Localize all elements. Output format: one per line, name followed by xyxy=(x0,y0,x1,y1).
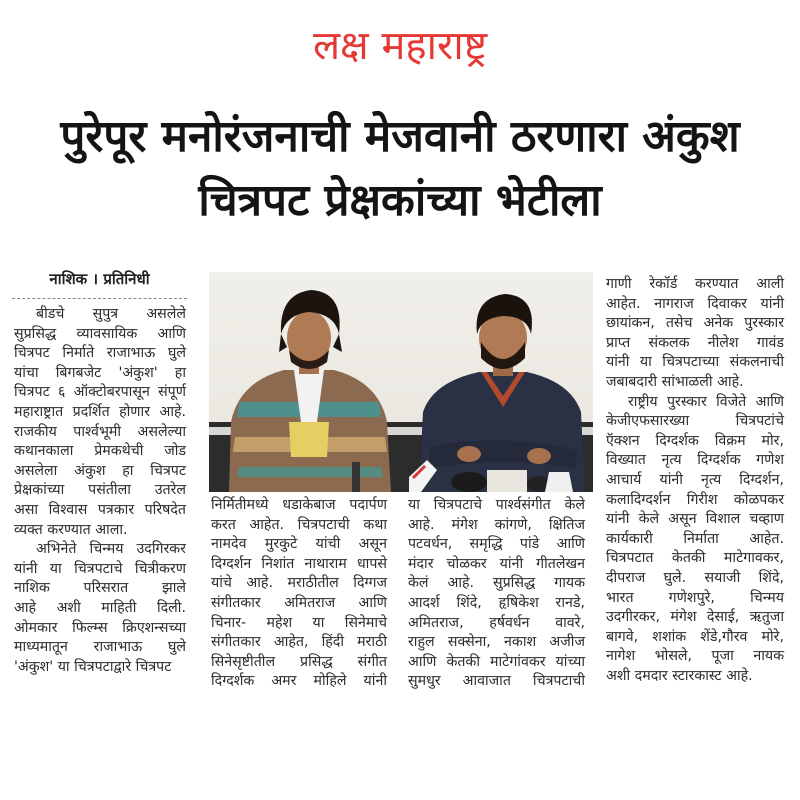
article-text-line: माध्यमातून राजाभाऊ घुले xyxy=(14,639,186,656)
article-text-line: या चित्रपटाचे पार्श्वसंगीत केले xyxy=(408,497,585,513)
headline-line-2: चित्रपट प्रेक्षकांच्या भेटीला xyxy=(198,175,602,226)
article-text-line: बीडचे सुपुत्र असलेले xyxy=(36,306,186,322)
article-text-line: नामदेव मुरकुटे यांची असून xyxy=(211,536,387,553)
article-column-4 xyxy=(606,275,784,686)
headline xyxy=(0,105,800,233)
article-column-2 xyxy=(211,496,387,692)
article-text-line: संगीतकार आहेत, हिंदी मराठी xyxy=(211,634,387,651)
article-text-line: विख्यात नृत्य दिग्दर्शक गणेश xyxy=(606,452,784,469)
article-text-line: दीपराज घुले. सयाजी शिंदे, xyxy=(606,569,784,586)
article-text-line: सिनेसृष्टीतील प्रसिद्ध संगीत xyxy=(211,653,387,670)
article-text-line: यांचे आहे. मराठीतील दिग्गज xyxy=(211,575,387,592)
dateline-divider xyxy=(12,298,187,299)
article-text-line: ऍक्शन दिग्दर्शक विक्रम मोर, xyxy=(606,432,784,449)
article-text-line: असलेला अंकुश हा चित्रपट xyxy=(14,462,186,479)
article-text-line: चिनार- महेश या सिनेमाचे xyxy=(211,614,387,631)
person-right-figure xyxy=(409,272,593,492)
article-text-line: 'अंकुश' या चित्रपटाद्वारे चित्रपट xyxy=(14,658,172,675)
article-text-line: ओमकार फिल्म्स क्रिएशन्सच्या xyxy=(14,619,186,636)
article-text-line: छायांकन, तसेच अनेक पुरस्कार xyxy=(606,315,784,332)
article-text-line: यांनी या चित्रपटाचे चित्रीकरण xyxy=(14,560,186,577)
article-text-line: कथानकाला प्रेमकथेची जोड xyxy=(14,443,186,460)
article-text-line: महाराष्ट्रात प्रदर्शित होणार आहे. xyxy=(14,403,186,420)
press-conference-photo xyxy=(209,272,593,492)
article-text-line: यांचा बिगबजेट 'अंकुश' हा xyxy=(14,364,186,381)
article-text-line: राष्ट्रीय पुरस्कार विजेते आणि xyxy=(628,393,784,410)
article-column-1 xyxy=(14,305,186,677)
dateline: नाशिक । प्रतिनिधी xyxy=(49,270,150,288)
article-text-line: पटवर्धन, समृद्धि पांडे आणि xyxy=(408,536,585,553)
article-text-line: गाणी रेकॉर्ड करण्यात आली xyxy=(606,276,784,292)
article-text-line: अशी दमदार स्टारकास्ट आहे. xyxy=(606,667,753,684)
article-column-3 xyxy=(408,496,585,692)
person-left-figure xyxy=(209,272,409,492)
article-text-line: सुप्रसिद्ध व्यावसायिक आणि xyxy=(14,325,186,342)
masthead-title: लक्ष महाराष्ट्र xyxy=(312,23,488,69)
article-text-line: व्यक्त करण्यात आला. xyxy=(14,521,128,538)
article-text-line: कलादिग्दर्शन गिरीश कोळपकर xyxy=(606,491,784,508)
article-text-line: आणि केतकी माटेगांवकर यांच्या xyxy=(408,653,585,670)
article-text-line: बागवे, शशांक शेंडे,गौरव मोरे, xyxy=(606,628,784,645)
headline-line-1: पुरेपूर मनोरंजनाची मेजवानी ठरणारा अंकुश xyxy=(60,111,740,162)
article-text-line: मंदार चोळकर यांनी गीतलेखन xyxy=(408,555,585,572)
article-text-line: आहे. मंगेश कांगणे, क्षितिज xyxy=(408,516,585,533)
article-text-line: भारत गणेशपुरे, चिन्मय xyxy=(606,589,784,606)
article-text-line: आहेत. नागराज दिवाकर यांनी xyxy=(606,295,784,312)
article-text-line: सुमधुर आवाजात चित्रपटाची xyxy=(408,673,585,690)
article-text-line: उदगीरकर, मंगेश देसाई, ऋतुजा xyxy=(606,609,784,626)
article-text-line: दिग्दर्शन निशांत नाथाराम धापसे xyxy=(211,555,387,572)
article-text-line: नागेश भोसले, पूजा नायक xyxy=(606,648,784,665)
article-text-line: चित्रपटात केतकी माटेगावकर, xyxy=(606,550,784,567)
article-text-line: आदर्श शिंदे, हृषिकेश रानडे, xyxy=(408,594,585,611)
article-text-line: आचार्य यांनी नृत्य दिग्दर्शन, xyxy=(606,471,784,488)
article-text-line: आहे अशी माहिती दिली. xyxy=(14,599,186,616)
article-text-line: जबाबदारी सांभाळली आहे. xyxy=(606,373,744,390)
article-text-line: अभिनेते चिन्मय उदगिरकर xyxy=(36,541,186,558)
article-text-line: केजीएफसारख्या चित्रपटांचे xyxy=(606,413,784,430)
article-text-line: निर्मितीमध्ये धडाकेबाज पदार्पण xyxy=(211,497,387,513)
article-text-line: राजकीय पार्श्वभूमी असलेल्या xyxy=(14,423,186,440)
article-text-line: असा विश्वास पत्रकार परिषदेत xyxy=(14,501,186,518)
article-text-line: चित्रपट ६ ऑक्टोबरपासून संपूर्ण xyxy=(14,384,186,401)
article-text-line: प्राप्त संकलक नीलेश गावंड xyxy=(606,334,784,351)
article-text-line: राहुल सक्सेना, नकाश अजीज xyxy=(408,634,585,651)
article-text-line: अमितराज, हर्षवर्धन वावरे, xyxy=(408,614,585,631)
article-text-line: कार्यकारी निर्माता आहेत. xyxy=(606,530,784,547)
article-text-line: प्रेक्षकांच्या पसंतीला उतरेल xyxy=(14,482,186,499)
article-text-line: केलं आहे. सुप्रसिद्ध गायक xyxy=(408,575,585,592)
article-text-line: यांनी या चित्रपटाच्या संकलनाची xyxy=(606,354,784,371)
article-text-line: चित्रपट निर्माते राजाभाऊ घुले xyxy=(14,345,186,362)
article-text-line: नाशिक परिसरात झाले xyxy=(14,580,186,597)
article-text-line: संगीतकार अमितराज आणि xyxy=(211,594,387,611)
article-text-line: दिग्दर्शक अमर मोहिले यांनी xyxy=(211,673,387,690)
article-text-line: यांनी केले असून विशाल चव्हाण xyxy=(606,511,784,528)
article-text-line: करत आहेत. चित्रपटाची कथा xyxy=(211,516,387,533)
